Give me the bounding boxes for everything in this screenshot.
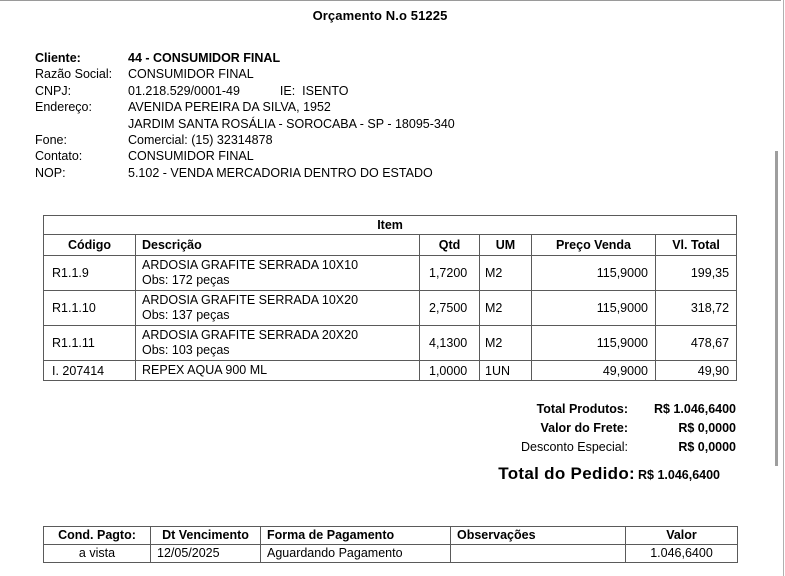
column-header-observacoes: Observações — [451, 527, 626, 545]
page-top-border — [0, 0, 781, 1]
cell-um: M2 — [480, 291, 532, 326]
cell-qtd: 2,7500 — [420, 291, 480, 326]
label-contato: Contato: — [35, 149, 83, 164]
cell-vl-total: 478,67 — [656, 326, 737, 361]
column-header-valor: Valor — [626, 527, 738, 545]
value-endereco-linha2: JARDIM SANTA ROSÁLIA - SOROCABA - SP - 18095-340 — [128, 116, 455, 131]
totals-block — [455, 402, 736, 490]
items-band-title: Item — [44, 216, 737, 235]
page-title: Orçamento N.o 51225 — [312, 8, 448, 23]
value-contato: CONSUMIDOR FINAL — [128, 149, 254, 164]
value-cliente: 44 - CONSUMIDOR FINAL — [128, 51, 281, 65]
cell-preco-venda: 49,9000 — [532, 361, 656, 381]
cell-preco-venda: 115,9000 — [532, 291, 656, 326]
cell-qtd: 4,1300 — [420, 326, 480, 361]
cell-codigo: R1.1.10 — [44, 291, 136, 326]
cell-um: 1UN — [480, 361, 532, 381]
value-total-produtos: R$ 1.046,6400 — [653, 402, 736, 416]
cell-vl-total: 49,90 — [656, 361, 737, 381]
customer-row-cliente — [35, 50, 735, 66]
scrollbar-thumb[interactable] — [775, 151, 778, 466]
label-total-pedido: Total do Pedido: — [498, 464, 635, 483]
value-desconto-especial: R$ 0,0000 — [678, 440, 736, 454]
customer-row-contato — [35, 148, 735, 164]
descricao-text: REPEX AQUA 900 ML — [142, 363, 268, 377]
cell-codigo: R1.1.9 — [44, 256, 136, 291]
value-valor-frete: R$ 0,0000 — [678, 421, 736, 435]
column-header-forma-pagamento: Forma de Pagamento — [261, 527, 451, 545]
label-nop: NOP: — [35, 165, 66, 180]
cell-um: M2 — [480, 326, 532, 361]
column-header-preco-venda: Preço Venda — [532, 235, 656, 256]
value-endereco: AVENIDA PEREIRA DA SILVA, 1952 — [128, 100, 331, 115]
cell-descricao — [136, 361, 420, 381]
cell-qtd: 1,7200 — [420, 256, 480, 291]
cell-descricao — [136, 256, 420, 291]
column-header-qtd: Qtd — [420, 235, 480, 256]
column-header-descricao: Descrição — [136, 235, 420, 256]
label-endereco: Endereço: — [35, 100, 92, 115]
payment-conditions-table — [43, 526, 738, 563]
cell-vl-total: 199,35 — [656, 256, 737, 291]
cnpj-number: 01.218.529/0001-49 — [128, 83, 240, 98]
descricao-obs: Obs: 137 peças — [142, 308, 230, 322]
descricao-text: ARDOSIA GRAFITE SERRADA 10X10 — [142, 258, 359, 272]
label-cnpj: CNPJ: — [35, 83, 72, 98]
cell-dt-vencimento: 12/05/2025 — [151, 545, 261, 563]
label-ie: IE: — [279, 83, 296, 98]
customer-row-endereco-linha2 — [35, 116, 735, 132]
table-row — [44, 361, 737, 381]
descricao-text: ARDOSIA GRAFITE SERRADA 20X20 — [142, 328, 359, 342]
label-razao-social: Razão Social: — [35, 67, 113, 82]
customer-info-block — [35, 50, 735, 181]
label-valor-frete: Valor do Frete: — [540, 421, 628, 435]
payment-table-header-row — [44, 527, 738, 545]
label-desconto-especial: Desconto Especial: — [520, 440, 628, 454]
cell-descricao — [136, 326, 420, 361]
column-header-vl-total: Vl. Total — [656, 235, 737, 256]
value-razao-social: CONSUMIDOR FINAL — [128, 67, 254, 82]
value-nop: 5.102 - VENDA MERCADORIA DENTRO DO ESTADO — [128, 165, 433, 180]
label-fone: Fone: — [35, 133, 67, 148]
label-total-produtos: Total Produtos: — [536, 402, 628, 416]
value-ie: ISENTO — [302, 83, 349, 98]
cell-vl-total: 318,72 — [656, 291, 737, 326]
table-row — [44, 326, 737, 361]
value-fone: Comercial: (15) 32314878 — [128, 133, 273, 148]
column-header-um: UM — [480, 235, 532, 256]
descricao-obs: Obs: 103 peças — [142, 343, 230, 357]
desconto-especial-row — [455, 440, 736, 459]
total-pedido-row — [455, 464, 736, 490]
items-table-header-row — [44, 235, 737, 256]
cell-preco-venda: 115,9000 — [532, 256, 656, 291]
items-table-band-row — [44, 216, 737, 235]
cell-descricao — [136, 291, 420, 326]
column-header-codigo: Código — [44, 235, 136, 256]
table-row — [44, 545, 738, 563]
table-row — [44, 256, 737, 291]
descricao-text: ARDOSIA GRAFITE SERRADA 10X20 — [142, 293, 359, 307]
cell-cond-pagto: a vista — [44, 545, 151, 563]
cell-preco-venda: 115,9000 — [532, 326, 656, 361]
cell-codigo: I. 207414 — [44, 361, 136, 381]
value-total-pedido: R$ 1.046,6400 — [638, 468, 721, 482]
total-produtos-row — [455, 402, 736, 421]
customer-row-nop — [35, 165, 735, 181]
items-table — [43, 215, 737, 381]
cell-valor: 1.046,6400 — [626, 545, 738, 563]
column-header-dt-vencimento: Dt Vencimento — [151, 527, 261, 545]
label-cliente: Cliente: — [35, 51, 81, 65]
customer-row-cnpj — [35, 83, 735, 99]
cell-qtd: 1,0000 — [420, 361, 480, 381]
customer-row-fone — [35, 132, 735, 148]
customer-row-endereco — [35, 99, 735, 115]
cell-forma-pagamento: Aguardando Pagamento — [261, 545, 451, 563]
column-header-cond-pagto: Cond. Pagto: — [44, 527, 151, 545]
valor-frete-row — [455, 421, 736, 440]
cell-observacoes — [451, 545, 626, 563]
vertical-scrollbar[interactable] — [770, 1, 784, 576]
descricao-obs: Obs: 172 peças — [142, 273, 230, 287]
value-cnpj — [128, 83, 348, 99]
customer-row-razao-social — [35, 66, 735, 82]
cell-um: M2 — [480, 256, 532, 291]
table-row — [44, 291, 737, 326]
cell-codigo: R1.1.11 — [44, 326, 136, 361]
